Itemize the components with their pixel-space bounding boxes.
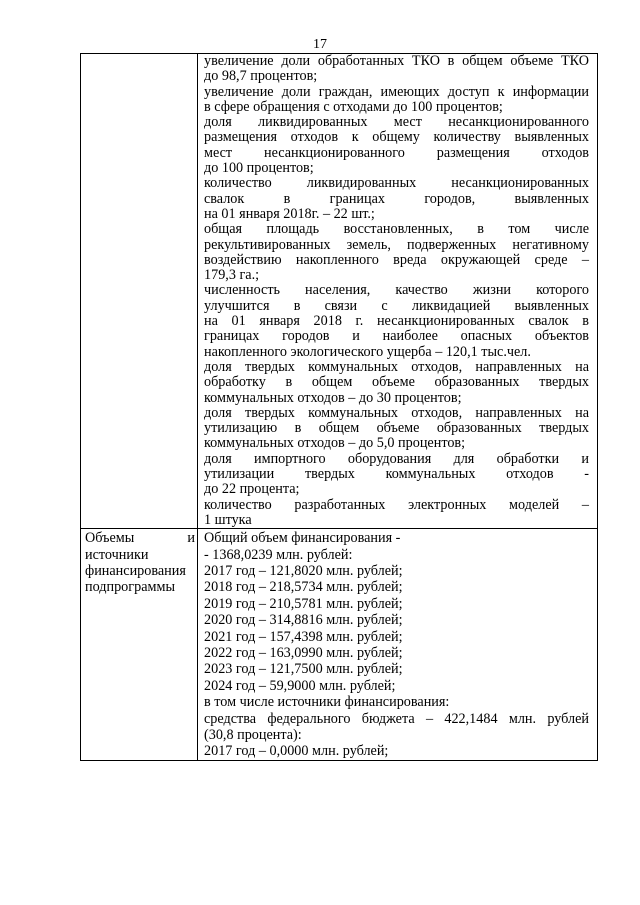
indicators-cell [198,54,598,529]
indicator-text-line: коммунальных отходов – до 30 процентов; [204,389,462,406]
indicator-text-line: 1 штука [204,511,252,528]
indicator-text-line: размещения отходов к общему количеству выявленных [204,129,589,146]
financing-label [81,529,197,596]
indicator-text-line: в сфере обращения с отходами до 100 процентов; [204,98,503,115]
financing-text [204,529,589,759]
indicator-text-line: накопленного экологического ущерба – 120,1 тыс.чел. [204,343,531,360]
indicator-text-line: воздействию накопленного вреда окружающей среде – [204,251,589,268]
financing-text-line: 2022 год – 163,0990 млн. рублей; [204,644,403,661]
financing-text-line: 2019 год – 210,5781 млн. рублей; [204,595,403,612]
indicator-text-line: на 01 января 2018г. – 22 шт.; [204,205,375,222]
financing-label-line: Объемы и [85,530,195,547]
indicator-text-line: увеличение доли граждан, имеющих доступ к информации [204,83,589,100]
indicator-text-line: коммунальных отходов – до 5,0 процентов; [204,435,466,452]
label-cell-empty [81,54,198,529]
indicator-text-line: численность населения, качество жизни которого [204,282,589,299]
indicator-text-line: количество разработанных электронных моделей – [204,496,589,513]
indicator-text-line: доля ликвидированных мест несанкционированного [204,114,589,131]
table-row-indicators [81,54,598,529]
indicator-text-line: до 22 процента; [204,481,300,498]
passport-table [80,53,598,761]
financing-label-line: источники [85,546,149,563]
indicator-text-line: увеличение доли обработанных ТКО в общем объеме ТКО [204,53,589,69]
financing-label-line: финансирования [85,562,186,579]
financing-text-line: 2024 год – 59,9000 млн. рублей; [204,677,396,694]
indicator-text-line: количество ликвидированных несанкционированных [204,175,589,192]
indicator-text-line: доля твердых коммунальных отходов, направленных на [204,404,589,421]
financing-text-line: 2021 год – 157,4398 млн. рублей; [204,628,403,645]
financing-text-line: средства федерального бюджета – 422,1484 млн. рублей [204,710,589,727]
page-number: 17 [313,37,327,52]
indicator-text-line: до 98,7 процентов; [204,68,318,85]
indicator-text-line: утилизации твердых коммунальных отходов - [204,466,589,483]
indicators-text [204,54,589,528]
financing-label-line: подпрограммы [85,579,175,596]
financing-text-line: - 1368,0239 млн. рублей: [204,546,353,563]
financing-text-line: (30,8 процента): [204,726,302,743]
indicator-text-line: до 100 процентов; [204,160,314,177]
financing-text-line: 2017 год – 121,8020 млн. рублей; [204,562,403,579]
financing-text-line: 2017 год – 0,0000 млн. рублей; [204,743,389,760]
indicator-text-line: доля твердых коммунальных отходов, направленных на [204,358,589,375]
indicator-text-line: доля импортного оборудования для обработки и [204,450,589,467]
financing-label-cell [81,529,198,760]
indicator-text-line: обработку в общем объеме образованных твердых [204,374,589,391]
indicator-text-line: общая площадь восстановленных, в том числе [204,221,589,238]
indicator-text-line: свалок в границах городов, выявленных [204,190,589,207]
indicator-text-line: границах городов и наиболее опасных объектов [204,328,589,345]
indicator-text-line: 179,3 га.; [204,267,260,284]
financing-text-line: 2023 год – 121,7500 млн. рублей; [204,661,403,678]
financing-text-line: 2018 год – 218,5734 млн. рублей; [204,579,403,596]
indicator-text-line: на 01 января 2018 г. несанкционированных свалок в [204,313,589,330]
financing-cell [198,529,598,760]
indicator-text-line: мест несанкционированного размещения отходов [204,144,589,161]
financing-text-line: в том числе источники финансирования: [204,694,450,711]
financing-text-line: Общий объем финансирования - [204,530,401,547]
indicator-text-line: улучшится в связи с ликвидацией выявленных [204,297,589,314]
financing-text-line: 2020 год – 314,8816 млн. рублей; [204,612,403,629]
indicator-text-line: рекультивированных земель, подверженных негативному [204,236,589,253]
table-row-financing [81,529,598,760]
indicator-text-line: утилизацию в общем объеме образованных твердых [204,420,589,437]
